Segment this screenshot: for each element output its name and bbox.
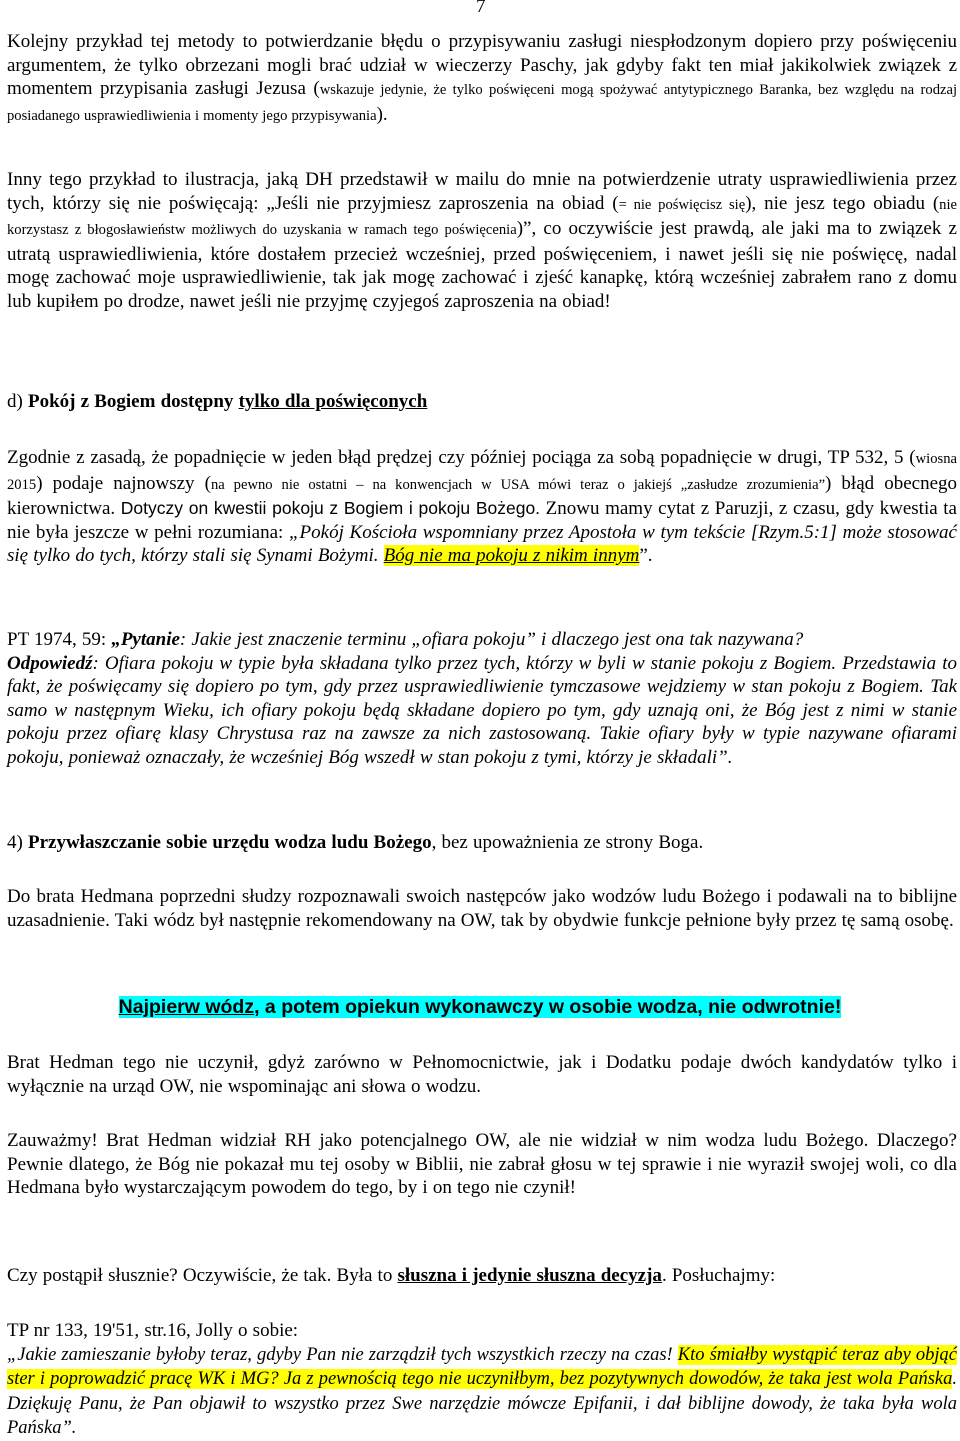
small-text-run: na pewno nie ostatni – na konwencjach w USA mówi teraz o jakiejś „zasłudze zrozumienia” <box>210 476 826 493</box>
page-number: 7 <box>476 0 486 17</box>
paragraph-dinner-illustration <box>7 168 957 313</box>
paragraph-notice: Zauważmy! Brat Hedman widział RH jako potencjalnego OW, ale nie widział w nim wodza ludu Bożego. Dlaczego? Pewnie dlatego, że Bóg nie pokazał mu tej osoby w Biblii, nie zabrał głosu w tej sprawie i nie wyraził swojej woli, co dla Hedmana było wystarczającym powodem do tego, by i on tego nie czynił! <box>7 1130 957 1198</box>
question-text: : Jakie jest znaczenie terminu „ofiara pokoju” i dlaczego jest ona tak nazywana? <box>179 629 804 650</box>
small-text-run: wskazuje jedynie, że tylko poświęceni mogą spożywać antytypicznego Baranka, bez względu na rodzaj posiadanego usprawiedliwienia i momenty jego przypisywania <box>7 82 957 124</box>
answer-text: : Ofiara pokoju w typie była składana tylko przez tych, którzy w byli w stanie pokoju z Bogiem. Przedstawia to fakt, że poświęcamy się dopiero po tym, gdy przez usprawiedliwienie tymczasowe wejdziemy w stan pokoju z Bogiem. Tak samo w następnym Wieku, ich ofiary pokoju będą składane dopiero po tym, gdy uznają oni, że Bóg jest z nimi w stanie pokoju przez ofiarę klasy Chrystusa raz na zawsze za nich zastosowaną. Takie ofiary były w typie nazywane ofiarami pokoju, ponieważ oznaczały, że wcześniej Bóg wszedł w stan pokoju z tymi, którzy je składali”. <box>7 652 957 768</box>
paragraph-peace-with-god <box>7 446 957 568</box>
reference-text: PT 1974, 59: <box>7 629 112 650</box>
question-label: „Pytanie <box>111 629 180 650</box>
text-run: ). <box>376 103 388 125</box>
section-heading-4 <box>7 831 957 855</box>
sans-text-run: Dotyczy on kwestii pokoju z Bogiem i pokoju Bożego. <box>120 498 541 518</box>
small-text-run: nie korzystasz z błogosławieństw możliwych do uzyskania w ramach tego poświęcenia <box>7 196 957 238</box>
small-text-run: = nie poświęcisz się <box>618 196 746 213</box>
heading-bold-underlined: tylko dla poświęconych <box>238 391 428 412</box>
bold-underlined-text: słuszna i jedynie słuszna decyzja <box>397 1265 662 1286</box>
paragraph-tp-133 <box>7 1319 957 1441</box>
text-run: ), nie jesz tego obiadu ( <box>745 192 940 214</box>
text-run: Inny tego przykład to ilustracja, jaką DH przedstawił w mailu do mnie na potwierdzenie utraty usprawiedliwienia przez tych, którzy się nie poświęcają: „Jeśli nie przyjmiesz zaproszenia na obiad ( <box>7 169 957 214</box>
text-run: Zgodnie z zasadą, że popadnięcie w jeden błąd prędzej czy później pociąga za sobą popadnięcie w drugi, TP 532, 5 ( <box>7 447 916 468</box>
answer-label: Odpowiedź <box>7 652 93 674</box>
text-run: . Posłuchajmy: <box>661 1265 776 1286</box>
text-run: Kolejny przykład tej metody to potwierdzanie błędu o przypisywaniu zasługi niespłodzonym dopiero przy poświęceniu argumentem, że tylko obrzezani mogli brać udział w wieczerzy Paschy, jak gdyby fakt ten miał jakikolwiek związek z momentem przypisania zasługi Jezusa ( <box>7 31 957 99</box>
reference-text: TP nr 133, 19'51, str.16, Jolly o sobie: <box>7 1320 299 1341</box>
section-heading-d <box>7 390 957 414</box>
small-text-run: wiosna 2015 <box>7 451 957 493</box>
text-run: ) podaje najnowszy ( <box>36 472 211 494</box>
quote-text: „Jakie zamieszanie byłoby teraz, gdyby Pan nie zarządził tych wszystkich rzeczy na czas! <box>7 1344 678 1365</box>
heading-prefix: d) <box>7 391 28 412</box>
quote-text: . Dziękuję Panu, że Pan objawił to wszystko przez Swe narzędzie mówcze Epifanii, i dał biblijne dowody, że taka była wola Pańska”. <box>7 1369 957 1438</box>
paragraph-hedman-ow: Brat Hedman tego nie uczynił, gdyż zarówno w Pełnomocnictwie, jak i Dodatku podaje dwóch kandydatów tylko i wyłącznie na urząd OW, nie wspominając ani słowa o wodzu. <box>7 1052 957 1097</box>
heading-bold: Pokój z Bogiem dostępny <box>27 391 239 412</box>
text-run: Znowu mamy cytat z Paruzji, z czasu, gdy kwestia ta nie była jeszcze w pełni rozumiana: <box>7 498 957 543</box>
heading-rest: , bez upoważnienia ze strony Boga. <box>431 832 704 853</box>
text-run: Czy postąpił słusznie? Oczywiście, że tak. Była to <box>7 1265 398 1286</box>
text-run: ) błąd obecnego kierownictwa. <box>7 472 958 519</box>
banner-text: , a potem opiekun wykonawczy w osobie wodza, nie odwrotnie! <box>254 996 842 1018</box>
text-run: ”. <box>639 545 653 566</box>
paragraph-pt-1974 <box>7 628 957 769</box>
quote-text: „Pokój Kościoła wspomniany przez Apostoła w tym tekście [Rzym.5:1] może stosować się tylko do tych, którzy stali się Synami Bożymi. <box>7 521 957 566</box>
heading-bold: Przywłaszczanie sobie urzędu wodza ludu Bożego <box>27 832 432 853</box>
heading-prefix: 4) <box>7 832 28 853</box>
highlighted-quote: Bóg nie ma pokoju z nikim innym <box>383 545 640 566</box>
paragraph-predecessors: Do brata Hedmana poprzedni słudzy rozpoznawali swoich następców jako wodzów ludu Bożego i podawali na to biblijne uzasadnienie. Taki wódz był następnie rekomendowany na OW, tak by obydwie funkcje pełnione były przez tę samą osobę. <box>7 886 957 931</box>
highlighted-quote: Kto śmiałby wystąpić teraz aby objąć ster i poprowadzić pracę WK i MG? Ja z pewnością tego nie uczyniłbym, bez pozytywnych dowodów, że taka jest wola Pańska <box>7 1344 957 1389</box>
paragraph-circumcision <box>7 30 957 128</box>
banner-underlined: Najpierw wódz <box>118 996 255 1018</box>
highlighted-banner <box>0 995 960 1019</box>
text-run: )”, co oczywiście jest prawdą, ale jaki ma to związek z utratą usprawiedliwienia, które dostałem przecież wcześniej, przed poświęceniem, i nawet jeśli się nie poświęcę, nadal mogę zachować moje usprawiedliwienie, tak jak mogę zachować i zjeść kanapkę, którą wcześniej zabrałem rano z domu lub kupiłem po drodze, nawet jeśli nie przyjmę czyjegoś zaproszenia na obiad! <box>7 218 957 312</box>
paragraph-right-decision <box>7 1264 957 1288</box>
